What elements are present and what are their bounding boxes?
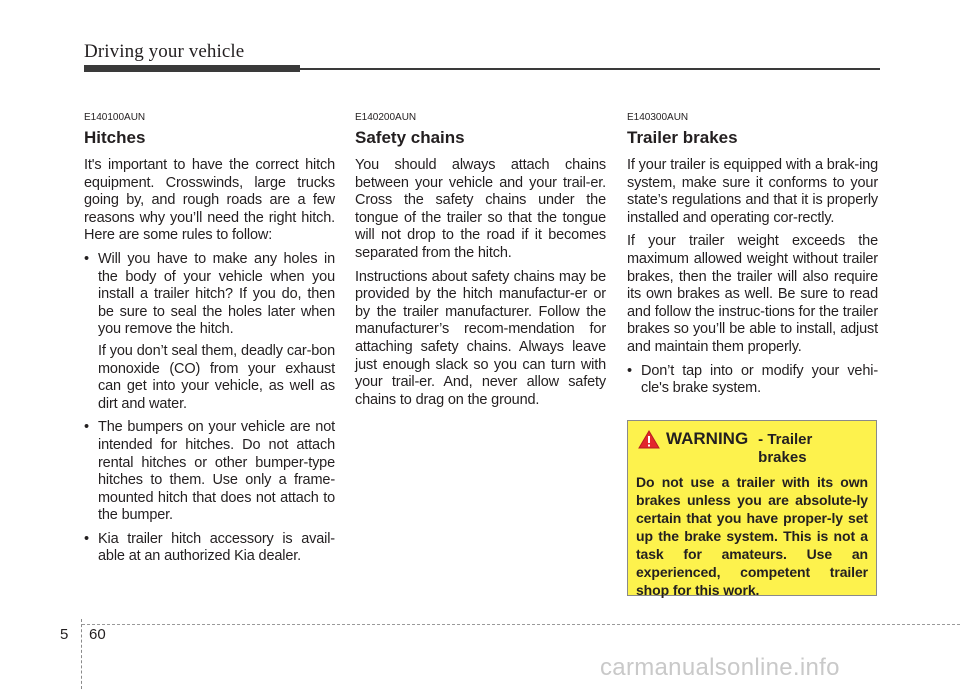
warning-topic: - Trailer brakes bbox=[758, 431, 813, 466]
paragraph: If your trailer weight exceeds the maximum allowed weight without trailer brakes, then the trailer will also require its own brakes as well. Be sure to read and follow the instruc-tions for the trailer brakes so you’ll be able to install, adjust and maintain them properly. bbox=[627, 233, 878, 355]
hitches-intro: It's important to have the correct hitch equipment. Crosswinds, large trucks going by, and rough roads are a few reasons why you’ll need the right hitch. Here are some rules to follow: bbox=[84, 157, 335, 244]
section-code: E140200AUN bbox=[355, 112, 417, 123]
header-rule-thin bbox=[300, 68, 880, 70]
paragraph: Instructions about safety chains may be provided by the hitch manufactur-er or by the trailer manufacturer. Follow the manufacturer’s recom-mendation for attaching safety chains. Always leave just enough slack so you can turn with your trail-er. And, never allow safety chains to drag on the ground. bbox=[355, 268, 606, 408]
section-code: E140100AUN bbox=[84, 112, 146, 123]
watermark: carmanualsonline.info bbox=[600, 654, 840, 681]
bullet-item bbox=[84, 531, 335, 566]
trailer-brakes-heading: Trailer brakes bbox=[627, 128, 738, 147]
trailer-brakes-bullet-list bbox=[627, 363, 878, 398]
hitches-heading: Hitches bbox=[84, 128, 146, 147]
paragraph: If your trailer is equipped with a brak-ing system, make sure it conforms to your state’s regulations and that it is properly installed and operating cor-rectly. bbox=[627, 157, 878, 226]
warning-box bbox=[627, 420, 877, 596]
chapter-number: 5 bbox=[60, 626, 69, 643]
section-header: Driving your vehicle bbox=[84, 41, 245, 62]
header-rule-thick bbox=[84, 65, 300, 72]
section-code: E140300AUN bbox=[627, 112, 689, 123]
paragraph: You should always attach chains between your vehicle and your trail-er. Cross the safety chains under the tongue of the trailer so that the tongue will not drop to the road if it becomes separated from the hitch. bbox=[355, 157, 606, 261]
bullet-text: The bumpers on your vehicle are not intended for hitches. Do not attach rental hitches or other bumper-type hitches to them. Use only a frame-mounted hitch that does not attach to the bumper. bbox=[98, 419, 335, 524]
warning-text: Do not use a trailer with its own brakes unless you are absolute-ly certain that you have proper-ly set up the brake system. This is not a task for amateurs. Use an experienced, competent trailer shop for this work. bbox=[636, 474, 868, 598]
hitches-bullet-list bbox=[84, 251, 335, 566]
warning-title bbox=[638, 429, 868, 467]
warning-label: WARNING bbox=[666, 429, 749, 448]
bullet-item bbox=[84, 419, 335, 525]
bullet-text: Will you have to make any holes in the body of your vehicle when you install a trailer hitch? If you do, then be sure to seal the holes later when you remove the hitch. bbox=[98, 250, 335, 338]
footer-divider bbox=[81, 619, 83, 689]
trailer-brakes-column bbox=[627, 112, 878, 404]
bullet-item bbox=[627, 363, 878, 398]
page-number: 60 bbox=[89, 626, 106, 643]
hitches-column bbox=[84, 112, 335, 572]
warning-triangle-icon bbox=[638, 429, 660, 454]
safety-chains-heading: Safety chains bbox=[355, 128, 465, 147]
safety-chains-column bbox=[355, 112, 606, 415]
bullet-text: Don’t tap into or modify your vehi-cle's brake system. bbox=[641, 362, 878, 397]
bullet-item bbox=[84, 251, 335, 413]
bullet-subtext: If you don’t seal them, deadly car-bon monoxide (CO) from your exhaust can get into your vehicle, as well as dirt and water. bbox=[98, 342, 335, 412]
footer-rule bbox=[82, 624, 960, 626]
bullet-text: Kia trailer hitch accessory is avail-able at an authorized Kia dealer. bbox=[98, 530, 335, 565]
